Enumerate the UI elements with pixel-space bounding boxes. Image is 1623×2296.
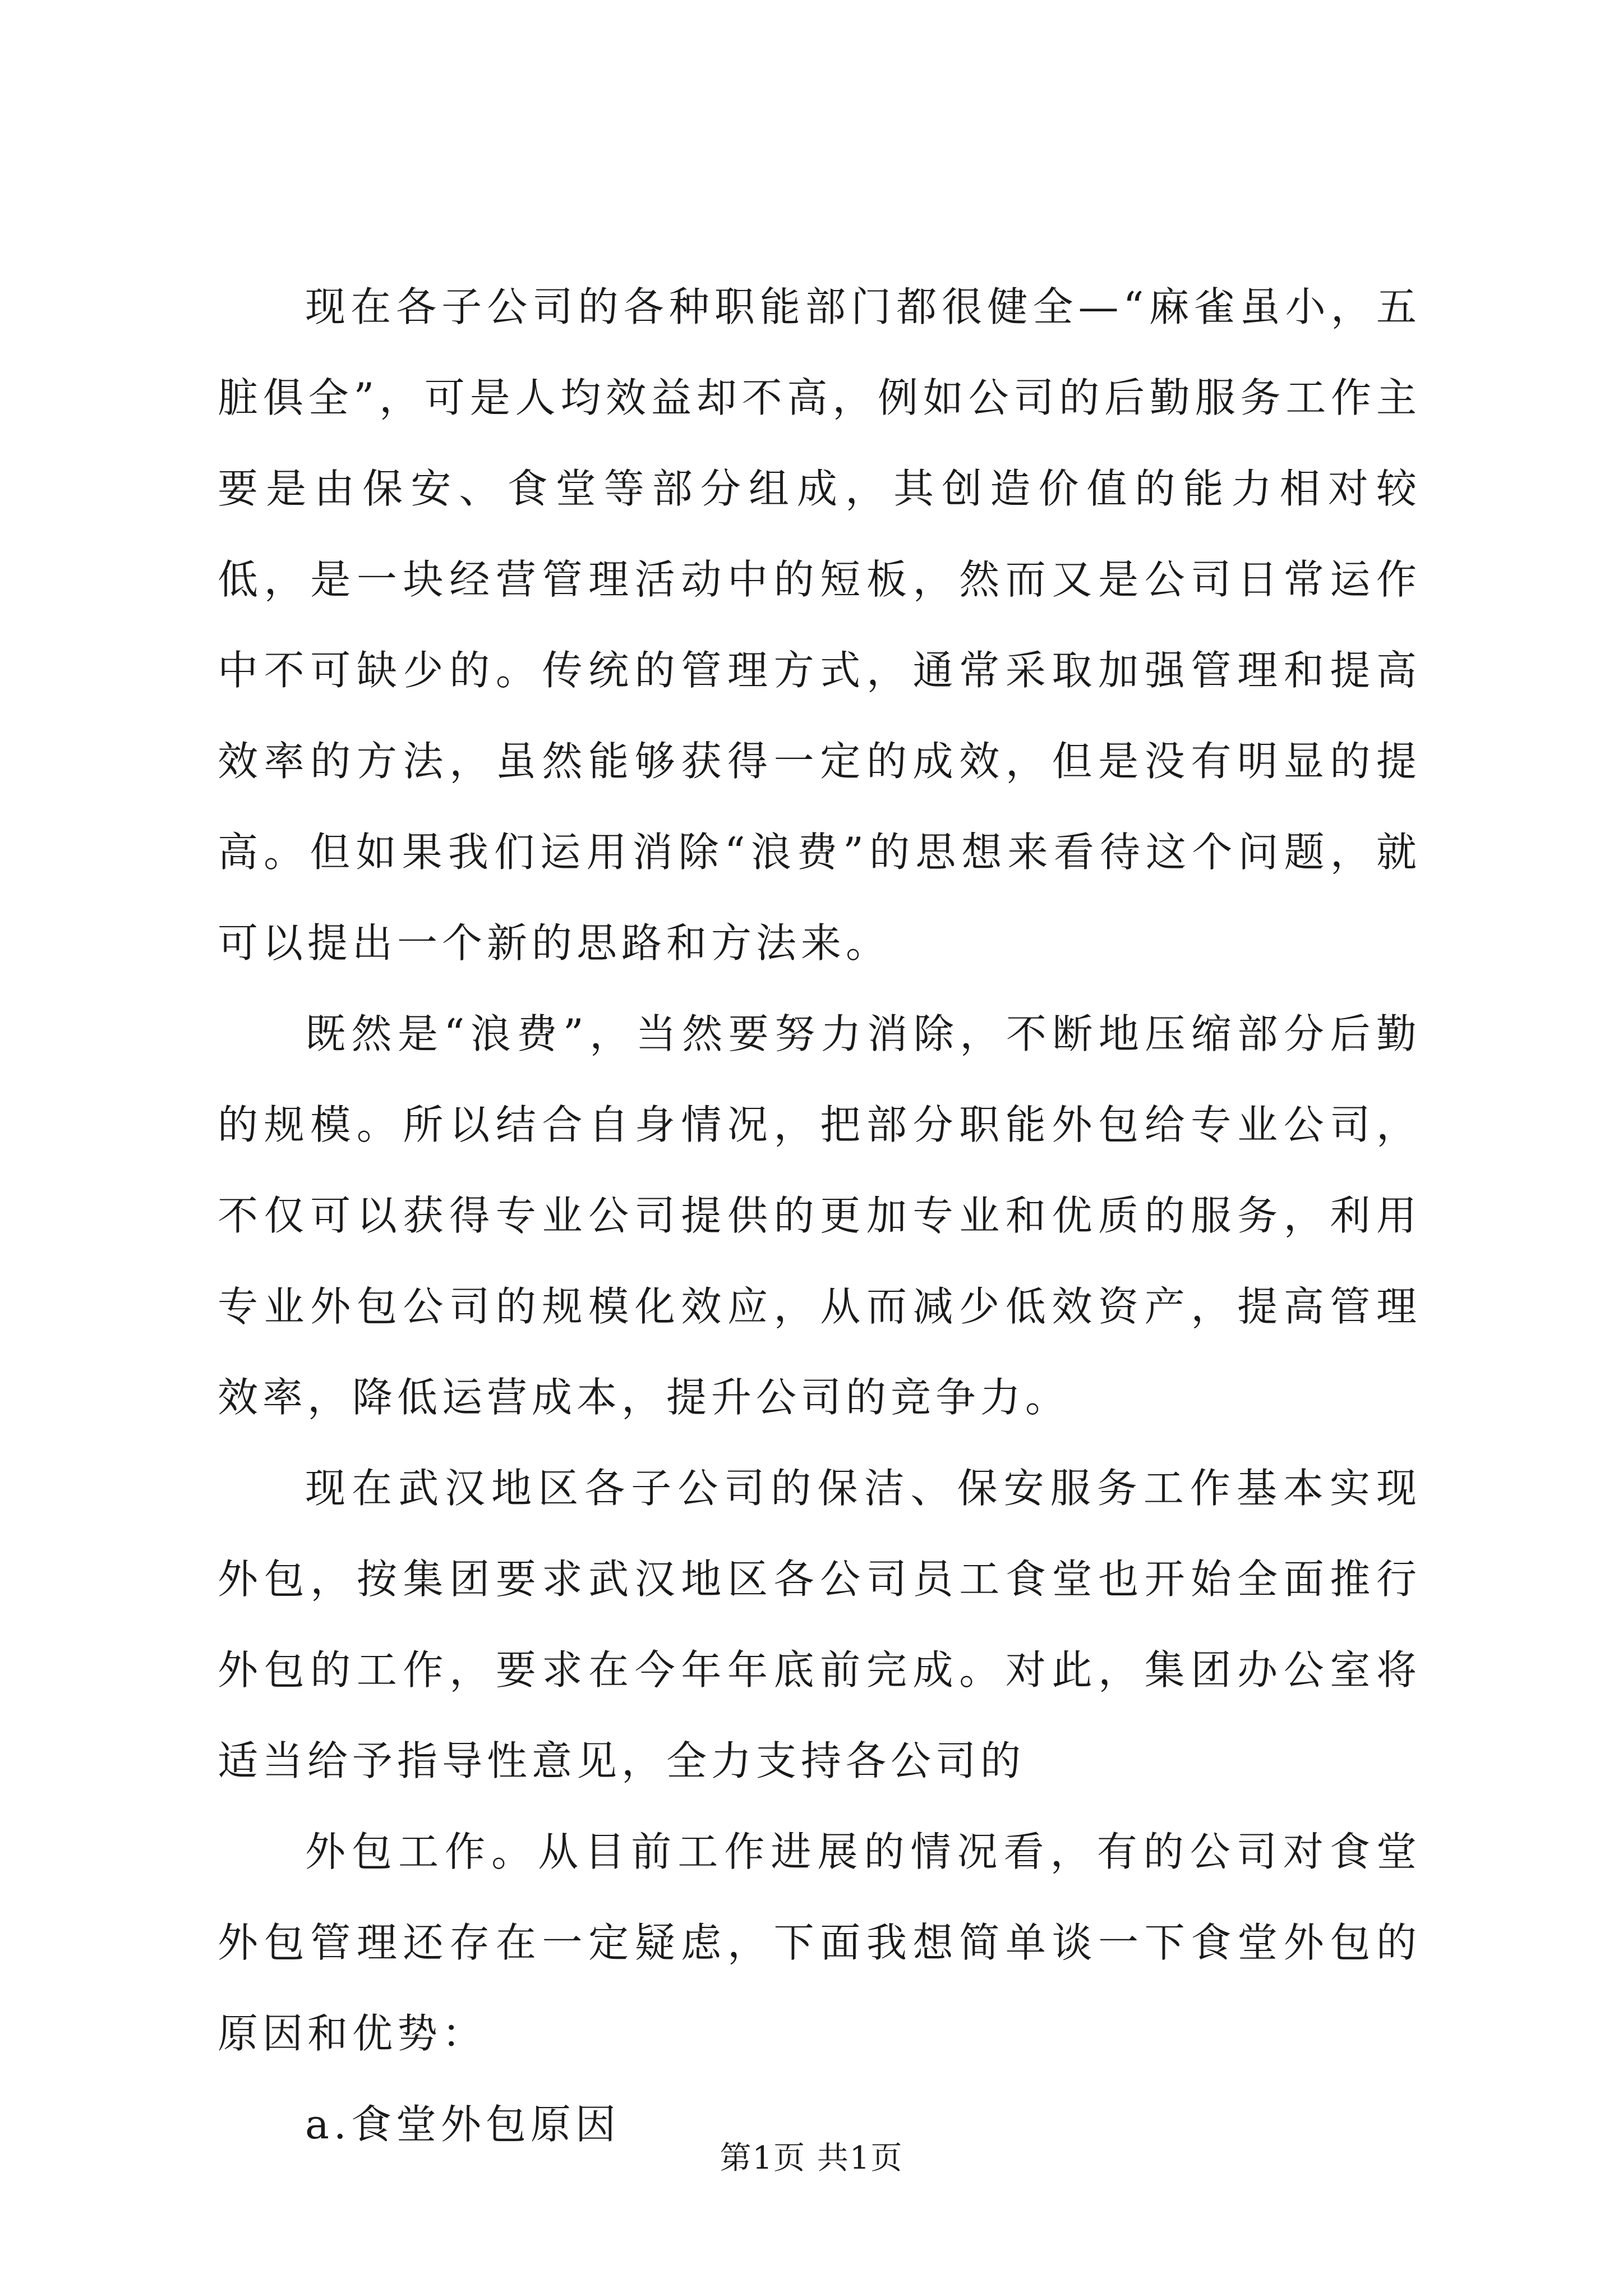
section-heading-a: a.食堂外包原因: [305, 2101, 620, 2148]
page-footer: 第1页 共1页: [720, 2140, 903, 2177]
document-body: [218, 261, 1421, 2170]
paragraph-3: 现在武汉地区各子公司的保洁、保安服务工作基本实现外包，按集团要求武汉地区各公司员工食堂也开始全面推行外包的工作，要求在今年年底前完成。对此，集团办公室将适当给予指导性意见，全力支持各公司的: [218, 1465, 1421, 1784]
paragraph-2: 既然是“浪费”，当然要努力消除，不断地压缩部分后勤的规模。所以结合自身情况，把部分职能外包给专业公司，不仅可以获得专业公司提供的更加专业和优质的服务，利用专业外包公司的规模化效应，从而减少低效资产，提高管理效率，降低运营成本，提升公司的竞争力。: [218, 1010, 1421, 1421]
paragraph-4: 外包工作。从目前工作进展的情况看，有的公司对食堂外包管理还存在一定疑虑，下面我想简单谈一下食堂外包的原因和优势：: [218, 1828, 1421, 2057]
paragraph-1: 现在各子公司的各种职能部门都很健全—“麻雀虽小，五脏俱全”，可是人均效益却不高，例如公司的后勤服务工作主要是由保安、食堂等部分组成，其创造价值的能力相对较低，是一块经营管理活动中的短板，然而又是公司日常运作中不可缺少的。传统的管理方式，通常采取加强管理和提高效率的方法，虽然能够获得一定的成效，但是没有明显的提高。但如果我们运用消除“浪费”的思想来看待这个问题，就可以提出一个新的思路和方法来。: [218, 283, 1421, 967]
